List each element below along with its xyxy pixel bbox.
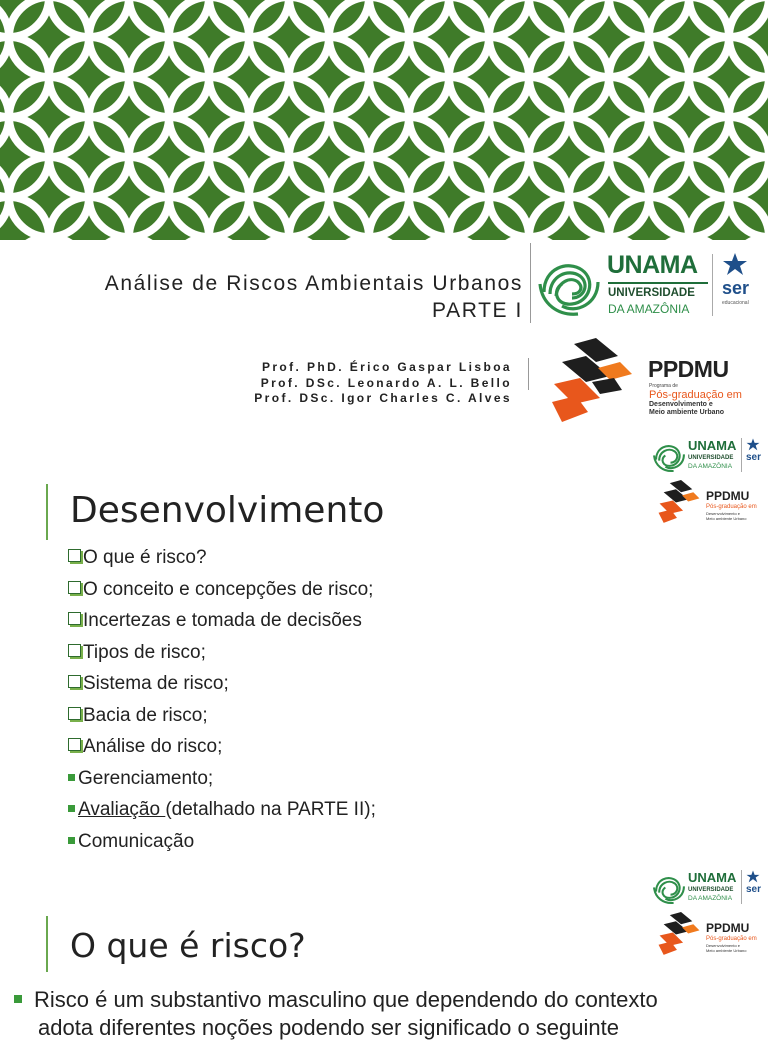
list-item: O conceito e concepções de risco; <box>68 576 376 608</box>
unama-line-1: UNIVERSIDADE <box>688 887 734 893</box>
decorative-pattern-banner <box>0 0 768 240</box>
square-bullet-icon <box>68 805 75 812</box>
square-bullet-icon <box>14 995 22 1003</box>
checkbox-bullet-icon <box>68 644 81 657</box>
list-item: Análise do risco; <box>68 733 376 765</box>
slide-title: Desenvolvimento <box>70 490 385 531</box>
checkbox-bullet-icon <box>68 612 81 625</box>
unama-swirl-icon <box>538 254 604 320</box>
unama-line-2: DA AMAZÔNIA <box>688 463 733 470</box>
unama-line-1: UNIVERSIDADE <box>608 287 695 299</box>
title-divider <box>530 243 531 323</box>
square-bullet-icon <box>68 774 75 781</box>
title-accent-bar <box>46 916 48 972</box>
unama-divider <box>741 438 742 472</box>
list-item: O que é risco? <box>68 544 376 576</box>
slide-title: O que é risco? <box>70 926 306 965</box>
title-accent-bar <box>46 484 48 540</box>
ppdmu-small: Programa de <box>649 383 678 389</box>
unama-swirl-icon <box>653 440 687 474</box>
unama-wordmark: UNAMA <box>688 438 737 453</box>
unama-wordmark: UNAMA <box>607 251 698 279</box>
ser-star-icon <box>746 870 760 884</box>
unama-line-2: DA AMAZÔNIA <box>608 302 690 316</box>
checkbox-bullet-icon <box>68 675 81 688</box>
list-item: Comunicação <box>68 828 376 860</box>
ser-star-icon <box>746 438 760 452</box>
presentation-title <box>105 270 523 324</box>
ppdmu-chevron-icon <box>657 912 701 958</box>
ppdmu-chevron-icon <box>657 480 701 526</box>
list-item: Sistema de risco; <box>68 670 376 702</box>
checkbox-bullet-icon <box>68 549 81 562</box>
ppdmu-wordmark: PPDMU <box>648 356 729 382</box>
ppdmu-logo-small <box>657 912 767 958</box>
topic-list <box>68 544 376 859</box>
ser-wordmark: ser <box>746 884 762 895</box>
unama-logo-small <box>653 436 763 476</box>
ppdmu-chevron-icon <box>552 338 632 428</box>
ppdmu-wordmark: PPDMU <box>706 489 750 503</box>
checkbox-bullet-icon <box>68 707 81 720</box>
slide-o-que-e-risco <box>0 864 768 1040</box>
title-line-2: PARTE I <box>432 299 523 322</box>
square-bullet-icon <box>68 837 75 844</box>
unama-divider <box>712 254 713 316</box>
ppdmu-wordmark: PPDMU <box>706 921 750 935</box>
unama-logo <box>538 250 758 322</box>
body-line-2: adota diferentes noções podendo ser significado o seguinte <box>38 1015 619 1040</box>
ppdmu-line-1: Pós-graduação em <box>649 389 742 401</box>
ppdmu-line-1: Pós-graduação em <box>706 936 757 942</box>
checkbox-bullet-icon <box>68 738 81 751</box>
ppdmu-line-3: Meio ambiente Urbano <box>706 948 747 953</box>
ser-wordmark: ser <box>746 452 762 463</box>
ppdmu-line-2: Desenvolvimento e <box>706 943 741 948</box>
unama-line-1: UNIVERSIDADE <box>688 455 734 461</box>
authors-divider <box>528 358 529 390</box>
ppdmu-line-3: Meio ambiente Urbano <box>649 409 725 416</box>
ser-subtext: educacional <box>722 300 749 306</box>
unama-rule <box>608 282 708 284</box>
slide-desenvolvimento <box>0 432 768 864</box>
ppdmu-logo-small <box>657 480 767 526</box>
ppdmu-line-2: Desenvolvimento e <box>706 511 741 516</box>
list-item: Incertezas e tomada de decisões <box>68 607 376 639</box>
list-item: Bacia de risco; <box>68 702 376 734</box>
authors-block <box>254 360 512 407</box>
slide-cover <box>0 0 768 432</box>
list-item: Gerenciamento; <box>68 765 376 797</box>
ppdmu-line-1: Pós-graduação em <box>706 504 757 510</box>
author-3: Prof. DSc. Igor Charles C. Alves <box>254 391 512 405</box>
ser-star-icon <box>722 252 748 278</box>
checkbox-bullet-icon <box>68 581 81 594</box>
list-item: Tipos de risco; <box>68 639 376 671</box>
unama-swirl-icon <box>653 872 687 906</box>
unama-logo-small <box>653 868 763 908</box>
ppdmu-line-2: Desenvolvimento e <box>649 401 713 408</box>
unama-divider <box>741 870 742 904</box>
body-line-1: Risco é um substantivo masculino que dependendo do contexto <box>34 987 658 1012</box>
ser-wordmark: ser <box>722 278 750 298</box>
author-1: Prof. PhD. Érico Gaspar Lisboa <box>261 360 512 374</box>
ppdmu-line-3: Meio ambiente Urbano <box>706 516 747 521</box>
unama-line-2: DA AMAZÔNIA <box>688 895 733 902</box>
title-line-1: Análise de Riscos Ambientais Urbanos <box>104 272 523 295</box>
list-item: Avaliação (detalhado na PARTE II); <box>68 796 376 828</box>
body-paragraph <box>14 987 658 1040</box>
ppdmu-logo <box>552 338 752 428</box>
author-2: Prof. DSc. Leonardo A. L. Bello <box>260 375 512 390</box>
unama-wordmark: UNAMA <box>688 870 737 885</box>
